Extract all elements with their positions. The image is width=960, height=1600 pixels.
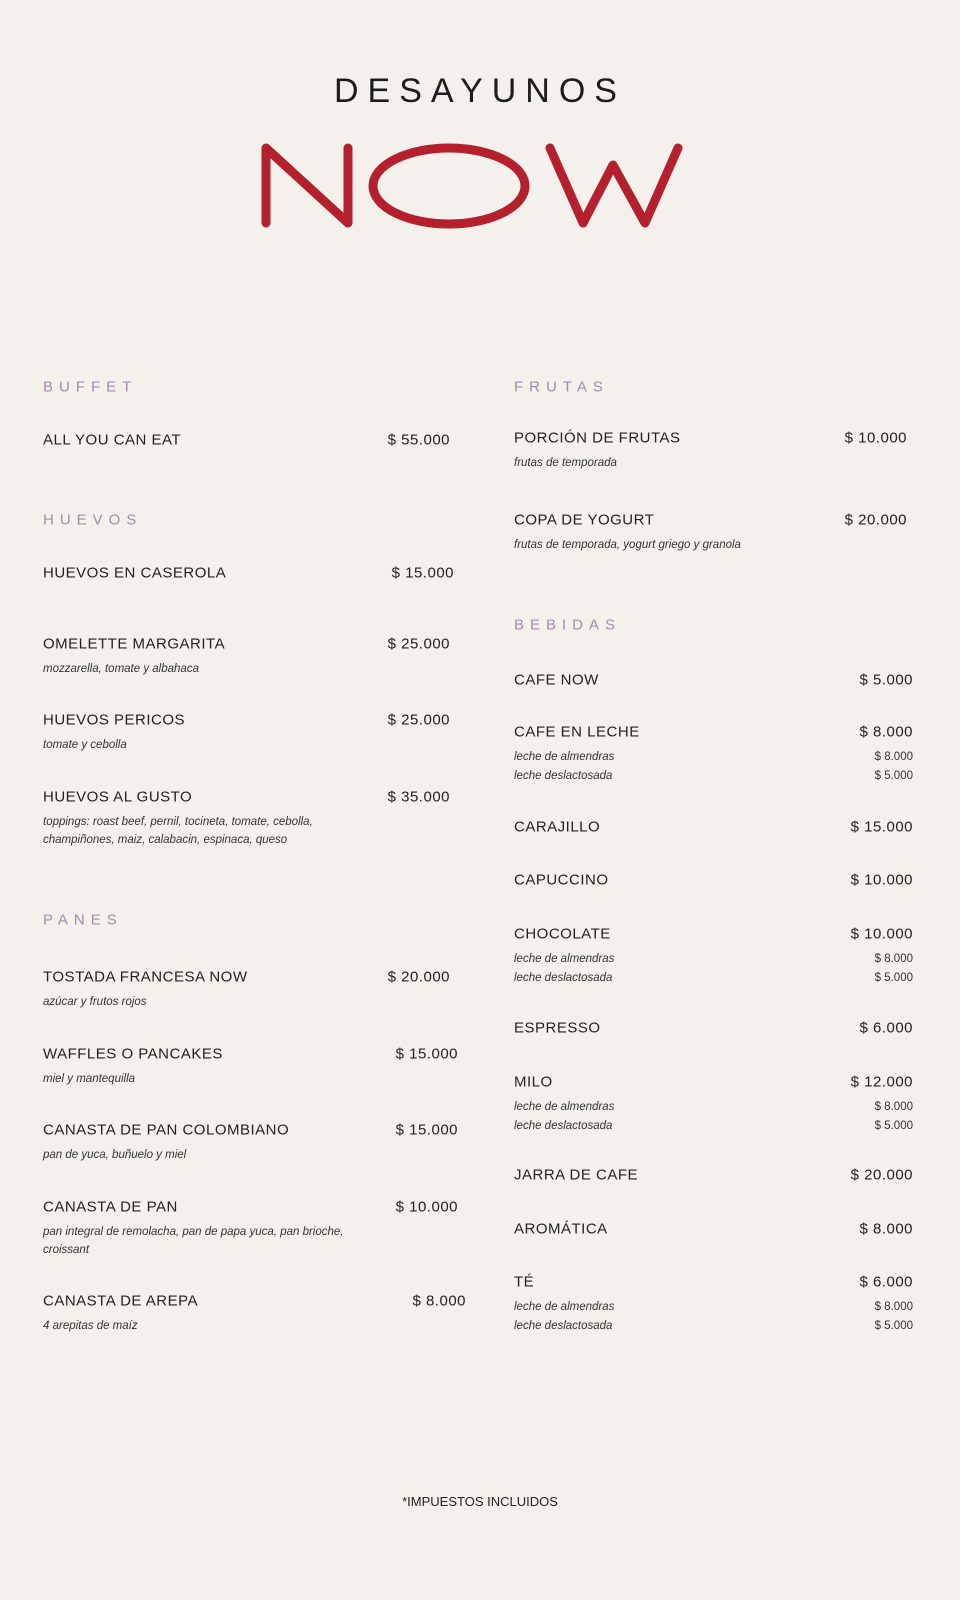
item-price: $ 10.000	[850, 925, 913, 943]
section-heading: BUFFET	[43, 378, 138, 396]
item-description: 4 arepitas de maíz	[43, 1320, 138, 1332]
section-heading: BEBIDAS	[514, 616, 622, 634]
section-heading: FRUTAS	[514, 378, 609, 396]
option-name: leche deslactosada	[514, 770, 613, 782]
item-price: $ 12.000	[850, 1073, 913, 1091]
item-price: $ 35.000	[387, 788, 450, 806]
section-heading: HUEVOS	[43, 511, 143, 529]
section-heading: PANES	[43, 911, 123, 929]
item-name: CANASTA DE PAN	[43, 1198, 178, 1216]
item-price: $ 6.000	[859, 1273, 913, 1291]
item-name: CANASTA DE PAN COLOMBIANO	[43, 1121, 290, 1139]
item-name: CARAJILLO	[514, 818, 601, 836]
item-name: MILO	[514, 1073, 553, 1091]
item-description: pan integral de remolacha, pan de papa yuca, pan brioche, croissant	[43, 1226, 344, 1256]
option-price: $ 8.000	[874, 953, 913, 965]
item-description: azúcar y frutos rojos	[43, 996, 147, 1008]
item-name: WAFFLES O PANCAKES	[43, 1045, 223, 1063]
option-name: leche de almendras	[514, 953, 615, 965]
item-name: CAFE EN LECHE	[514, 723, 640, 741]
item-price: $ 8.000	[859, 723, 913, 741]
item-price: $ 15.000	[391, 564, 454, 582]
option-price: $ 8.000	[874, 751, 913, 763]
item-price: $ 20.000	[850, 1166, 913, 1184]
item-description: pan de yuca, buñuelo y miel	[43, 1149, 187, 1161]
item-name: ESPRESSO	[514, 1019, 601, 1037]
option-name: leche de almendras	[514, 1301, 615, 1313]
item-price: $ 6.000	[859, 1019, 913, 1037]
option-price: $ 5.000	[874, 770, 913, 782]
option-name: leche deslactosada	[514, 972, 613, 984]
item-price: $ 20.000	[844, 511, 907, 529]
option-name: leche deslactosada	[514, 1120, 613, 1132]
item-price: $ 15.000	[850, 818, 913, 836]
item-description: frutas de temporada, yogurt griego y granola	[514, 539, 741, 551]
item-name: TOSTADA FRANCESA NOW	[43, 968, 248, 986]
option-name: leche deslactosada	[514, 1320, 613, 1332]
item-price: $ 8.000	[859, 1220, 913, 1238]
item-price: $ 25.000	[387, 635, 450, 653]
item-name: PORCIÓN DE FRUTAS	[514, 429, 681, 447]
item-name: CANASTA DE AREPA	[43, 1292, 198, 1310]
option-price: $ 5.000	[874, 972, 913, 984]
item-description: frutas de temporada	[514, 457, 617, 469]
item-name: CHOCOLATE	[514, 925, 611, 943]
menu-subtitle: DESAYUNOS	[334, 72, 626, 110]
item-price: $ 15.000	[395, 1121, 458, 1139]
item-name: OMELETTE MARGARITA	[43, 635, 226, 653]
item-price: $ 25.000	[387, 711, 450, 729]
item-name: TÉ	[514, 1273, 535, 1291]
item-name: HUEVOS EN CASEROLA	[43, 564, 227, 582]
item-price: $ 20.000	[387, 968, 450, 986]
now-logo	[255, 140, 695, 235]
item-price: $ 8.000	[412, 1292, 466, 1310]
item-name: COPA DE YOGURT	[514, 511, 655, 529]
option-price: $ 5.000	[874, 1120, 913, 1132]
item-description: miel y mantequilla	[43, 1073, 136, 1085]
item-name: JARRA DE CAFE	[514, 1166, 639, 1184]
item-name: CAFE NOW	[514, 671, 599, 689]
item-price: $ 5.000	[859, 671, 913, 689]
item-description: tomate y cebolla	[43, 739, 127, 751]
option-price: $ 8.000	[874, 1301, 913, 1313]
item-description: mozzarella, tomate y albahaca	[43, 663, 199, 675]
item-price: $ 10.000	[850, 871, 913, 889]
item-name: HUEVOS AL GUSTO	[43, 788, 193, 806]
item-price: $ 15.000	[395, 1045, 458, 1063]
item-name: CAPUCCINO	[514, 871, 609, 889]
item-name: AROMÁTICA	[514, 1220, 608, 1238]
option-name: leche de almendras	[514, 1101, 615, 1113]
option-price: $ 8.000	[874, 1101, 913, 1113]
taxes-note: *IMPUESTOS INCLUIDOS	[402, 1494, 558, 1509]
option-price: $ 5.000	[874, 1320, 913, 1332]
item-name: HUEVOS PERICOS	[43, 711, 186, 729]
item-description: toppings: roast beef, pernil, tocineta, tomate, cebolla, champiñones, maiz, calabacin, espinaca, queso	[43, 816, 313, 846]
item-price: $ 10.000	[395, 1198, 458, 1216]
item-name: ALL YOU CAN EAT	[43, 431, 182, 449]
item-price: $ 55.000	[387, 431, 450, 449]
option-name: leche de almendras	[514, 751, 615, 763]
item-price: $ 10.000	[844, 429, 907, 447]
